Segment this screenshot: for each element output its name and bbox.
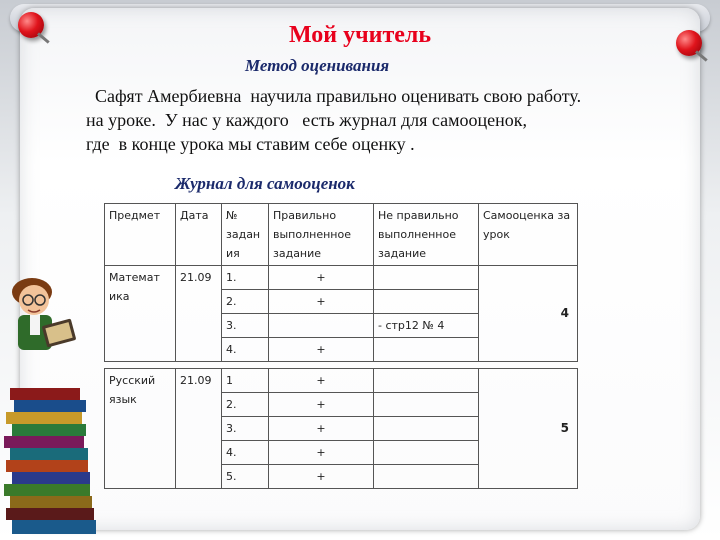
subject-cell: Математ ика (105, 266, 176, 362)
task-number-cell: 4. (222, 441, 269, 465)
intro-line: где в конце урока мы ставим себе оценку . (86, 134, 415, 154)
wrong-cell (374, 338, 479, 362)
wrong-cell (374, 441, 479, 465)
book-stack-illustration (0, 380, 110, 540)
table-row (105, 266, 578, 290)
task-number-cell: 3. (222, 314, 269, 338)
task-number-cell: 2. (222, 290, 269, 314)
wrong-cell (374, 369, 479, 393)
wrong-cell (374, 417, 479, 441)
intro-paragraph (86, 84, 686, 156)
table-gap (105, 362, 578, 369)
wrong-cell (374, 465, 479, 489)
journal-title: Журнал для самооценок (175, 174, 355, 193)
intro-line: Сафят Амербиевна научила правильно оценивать свою работу. (86, 86, 582, 106)
correct-cell: + (269, 417, 374, 441)
task-number-cell: 2. (222, 393, 269, 417)
wrong-cell (374, 290, 479, 314)
correct-cell: + (269, 338, 374, 362)
wrong-cell (374, 393, 479, 417)
correct-cell: + (269, 266, 374, 290)
header-date: Дата (176, 204, 222, 266)
teacher-illustration (0, 270, 90, 360)
wrong-cell: - стр12 № 4 (374, 314, 479, 338)
subject-cell: Русский язык (105, 369, 176, 489)
self-assessment-table (104, 203, 578, 489)
header-self-grade: Самооценка за урок (479, 204, 578, 266)
correct-cell: + (269, 393, 374, 417)
correct-cell: + (269, 290, 374, 314)
task-number-cell: 4. (222, 338, 269, 362)
correct-cell: + (269, 465, 374, 489)
task-number-cell: 1. (222, 266, 269, 290)
header-task-number: № задан ия (222, 204, 269, 266)
page-subtitle: Метод оценивания (245, 56, 390, 75)
header-wrong: Не правильно выполненное задание (374, 204, 479, 266)
intro-line: на уроке. У нас у каждого есть журнал для самооценок, (86, 110, 527, 130)
date-cell: 21.09 (176, 369, 222, 489)
header-subject: Предмет (105, 204, 176, 266)
task-number-cell: 3. (222, 417, 269, 441)
correct-cell: + (269, 369, 374, 393)
wrong-cell (374, 266, 479, 290)
table-header-row (105, 204, 578, 266)
grade-cell: 5 (479, 369, 578, 489)
page-title: Мой учитель (288, 22, 432, 48)
correct-cell: + (269, 441, 374, 465)
grade-cell: 4 (479, 266, 578, 362)
table-row (105, 369, 578, 393)
task-number-cell: 5. (222, 465, 269, 489)
task-number-cell: 1 (222, 369, 269, 393)
date-cell: 21.09 (176, 266, 222, 362)
correct-cell (269, 314, 374, 338)
header-correct: Правильно выполненное задание (269, 204, 374, 266)
